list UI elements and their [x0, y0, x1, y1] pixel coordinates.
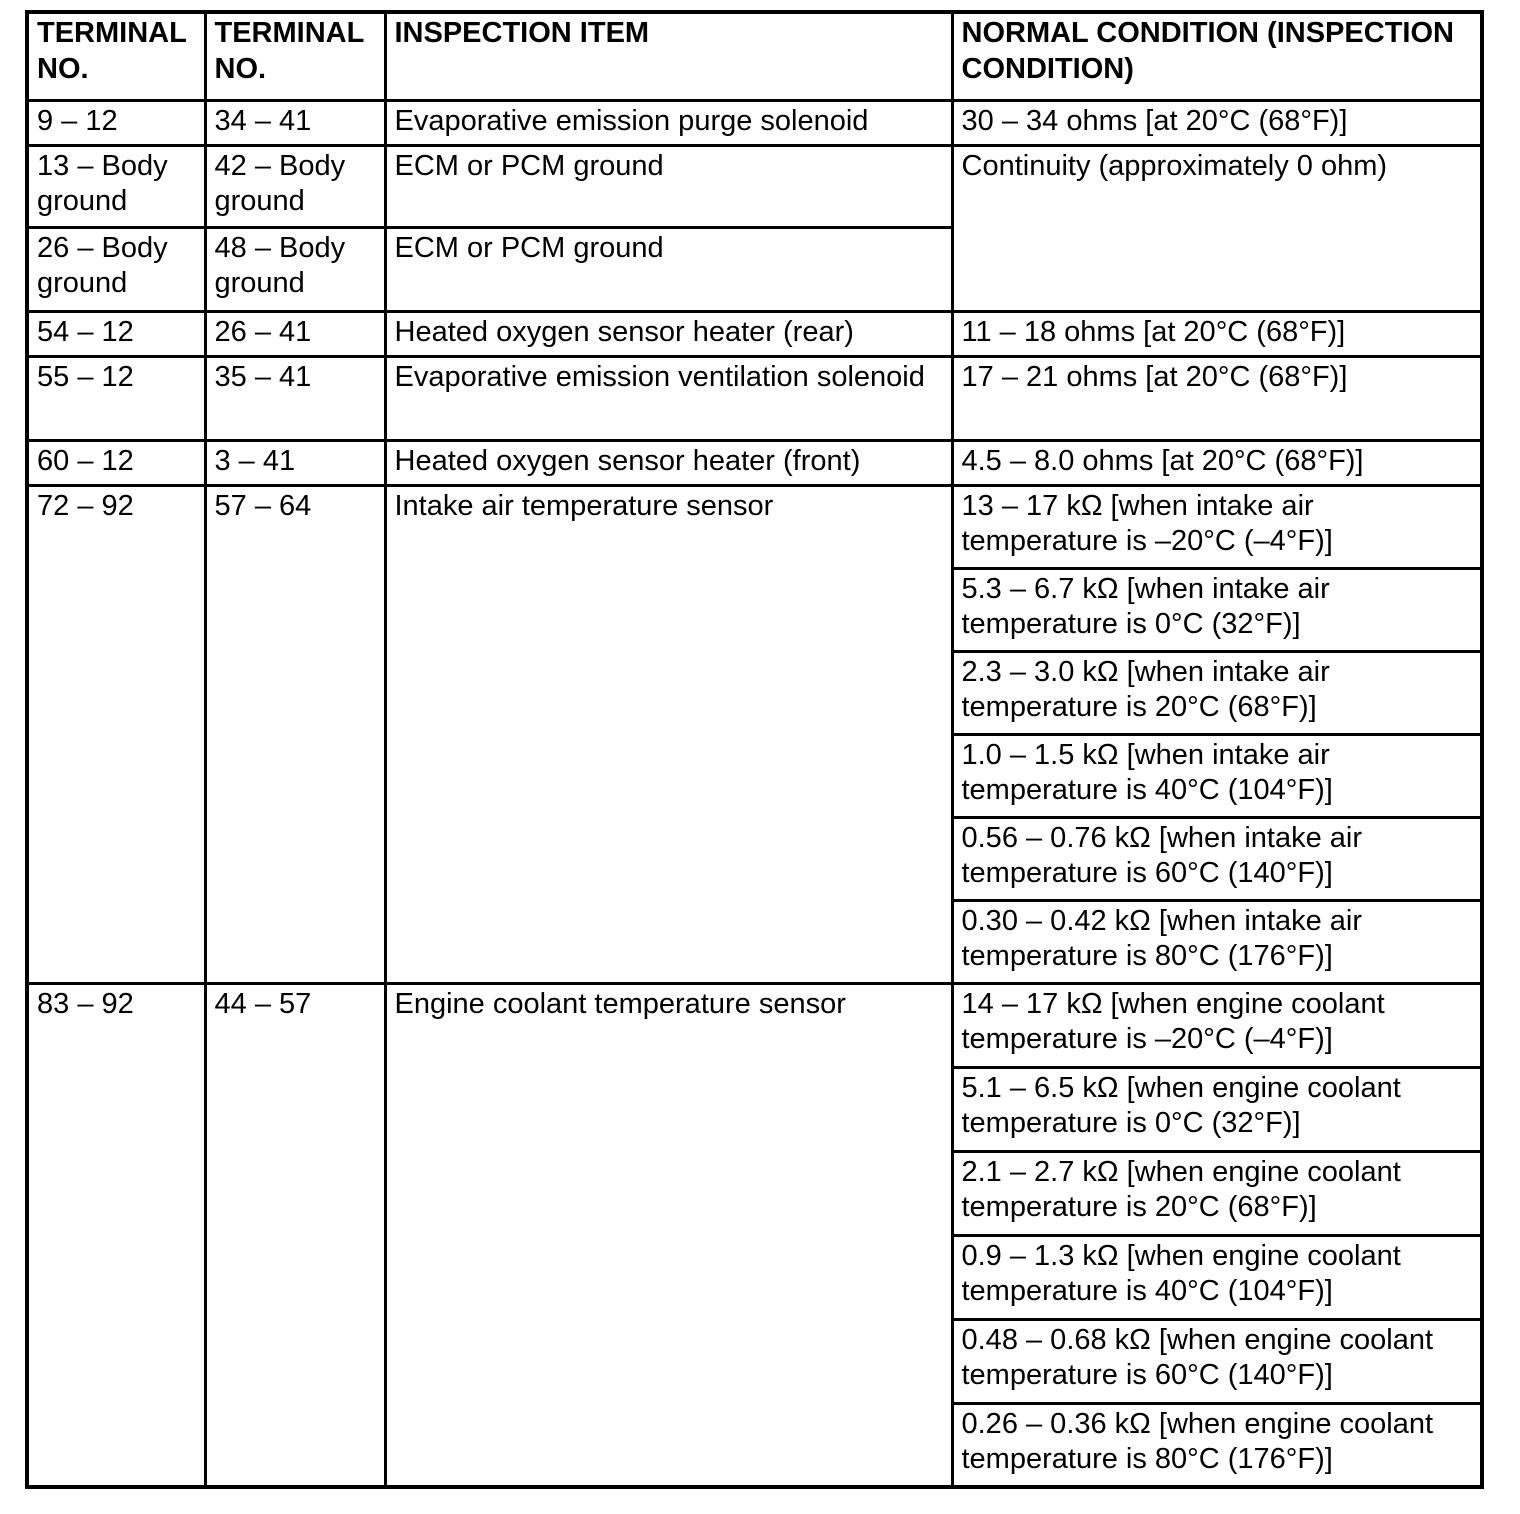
cell-terminal-a: 83 – 92: [27, 983, 205, 1487]
cell-normal-condition: 30 – 34 ohms [at 20°C (68°F)]: [952, 100, 1482, 145]
header-normal-condition: NORMAL CONDITION (INSPECTION CONDITION): [952, 12, 1482, 100]
cell-terminal-a: 13 – Body ground: [27, 145, 205, 227]
header-terminal-no-1: TERMINAL NO.: [27, 12, 205, 100]
cell-terminal-a: 54 – 12: [27, 311, 205, 356]
cell-normal-condition: Continuity (approximately 0 ohm): [952, 145, 1482, 311]
table-row: [27, 485, 1482, 568]
table-row: [27, 100, 1482, 145]
cell-terminal-b: 35 – 41: [205, 356, 385, 440]
cell-normal-condition: 5.3 – 6.7 kΩ [when intake air temperature is 0°C (32°F)]: [952, 568, 1482, 651]
cell-terminal-b: 57 – 64: [205, 485, 385, 983]
cell-inspection-item: Intake air temperature sensor: [385, 485, 952, 983]
cell-terminal-b: 34 – 41: [205, 100, 385, 145]
cell-normal-condition: 17 – 21 ohms [at 20°C (68°F)]: [952, 356, 1482, 440]
cell-inspection-item: ECM or PCM ground: [385, 227, 952, 311]
table-row: [27, 311, 1482, 356]
cell-normal-condition: 0.30 – 0.42 kΩ [when intake air temperature is 80°C (176°F)]: [952, 900, 1482, 983]
cell-inspection-item: ECM or PCM ground: [385, 145, 952, 227]
table-row: [27, 440, 1482, 485]
cell-terminal-b: 48 – Body ground: [205, 227, 385, 311]
cell-terminal-a: 72 – 92: [27, 485, 205, 983]
cell-inspection-item: Heated oxygen sensor heater (rear): [385, 311, 952, 356]
cell-terminal-a: 26 – Body ground: [27, 227, 205, 311]
cell-normal-condition: 0.26 – 0.36 kΩ [when engine coolant temperature is 80°C (176°F)]: [952, 1403, 1482, 1487]
cell-inspection-item: Evaporative emission purge solenoid: [385, 100, 952, 145]
cell-normal-condition: 1.0 – 1.5 kΩ [when intake air temperature is 40°C (104°F)]: [952, 734, 1482, 817]
cell-normal-condition: 4.5 – 8.0 ohms [at 20°C (68°F)]: [952, 440, 1482, 485]
document-sheet: [25, 10, 1484, 1489]
cell-normal-condition: 2.1 – 2.7 kΩ [when engine coolant temperature is 20°C (68°F)]: [952, 1151, 1482, 1235]
cell-terminal-b: 44 – 57: [205, 983, 385, 1487]
cell-normal-condition: 13 – 17 kΩ [when intake air temperature is –20°C (–4°F)]: [952, 485, 1482, 568]
cell-normal-condition: 0.48 – 0.68 kΩ [when engine coolant temperature is 60°C (140°F)]: [952, 1319, 1482, 1403]
cell-normal-condition: 0.56 – 0.76 kΩ [when intake air temperature is 60°C (140°F)]: [952, 817, 1482, 900]
cell-normal-condition: 14 – 17 kΩ [when engine coolant temperature is –20°C (–4°F)]: [952, 983, 1482, 1067]
cell-normal-condition: 11 – 18 ohms [at 20°C (68°F)]: [952, 311, 1482, 356]
cell-terminal-b: 3 – 41: [205, 440, 385, 485]
cell-inspection-item: Heated oxygen sensor heater (front): [385, 440, 952, 485]
header-terminal-no-2: TERMINAL NO.: [205, 12, 385, 100]
cell-terminal-a: 55 – 12: [27, 356, 205, 440]
cell-terminal-a: 9 – 12: [27, 100, 205, 145]
cell-normal-condition: 2.3 – 3.0 kΩ [when intake air temperature is 20°C (68°F)]: [952, 651, 1482, 734]
table-row: [27, 356, 1482, 440]
cell-inspection-item: Engine coolant temperature sensor: [385, 983, 952, 1487]
terminal-inspection-table: [25, 10, 1484, 1489]
cell-terminal-a: 60 – 12: [27, 440, 205, 485]
cell-terminal-b: 42 – Body ground: [205, 145, 385, 227]
table-row: [27, 983, 1482, 1067]
table-header-row: [27, 12, 1482, 100]
table-row: [27, 145, 1482, 227]
cell-inspection-item: Evaporative emission ventilation solenoid: [385, 356, 952, 440]
cell-normal-condition: 5.1 – 6.5 kΩ [when engine coolant temperature is 0°C (32°F)]: [952, 1067, 1482, 1151]
header-inspection-item: INSPECTION ITEM: [385, 12, 952, 100]
cell-normal-condition: 0.9 – 1.3 kΩ [when engine coolant temperature is 40°C (104°F)]: [952, 1235, 1482, 1319]
cell-terminal-b: 26 – 41: [205, 311, 385, 356]
